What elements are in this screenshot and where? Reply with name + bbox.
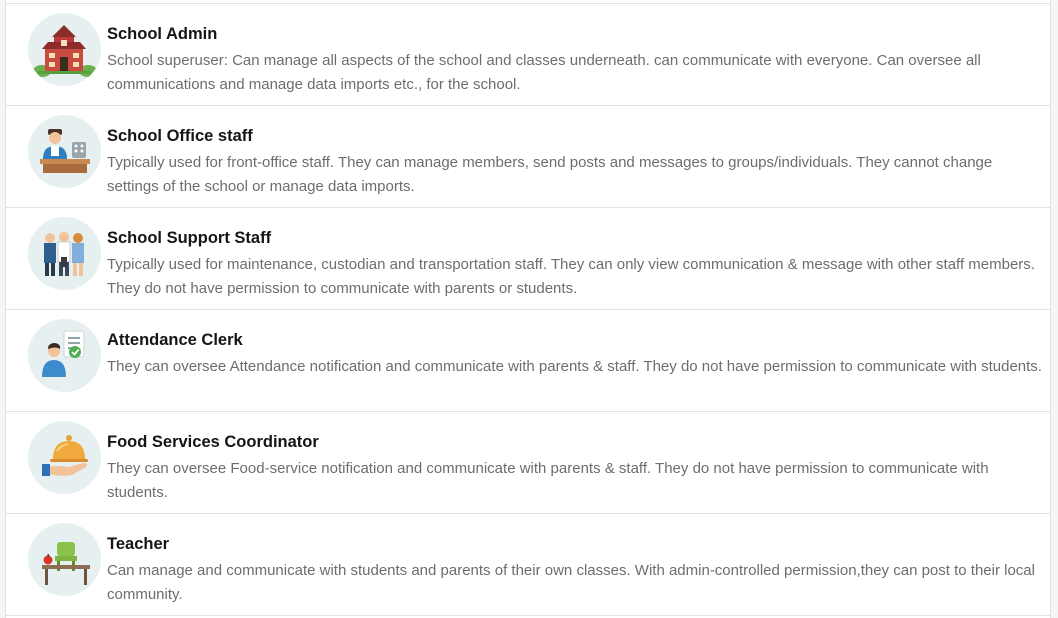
role-title: School Office staff	[107, 127, 253, 145]
role-description: Can manage and communicate with students and parents of their own classes. With admin-controlled permission,they can post to their local community.	[107, 562, 1035, 603]
support-staff-icon	[28, 217, 101, 290]
food-cloche-icon	[28, 421, 101, 494]
role-title: School Admin	[107, 25, 218, 43]
role-description: Typically used for front-office staff. They can manage members, send posts and messages to groups/individuals. They cannot change settings of the school or manage data imports.	[107, 154, 993, 195]
role-item-school-support-staff[interactable]	[6, 207, 1050, 309]
school-building-icon	[28, 13, 101, 86]
role-title: Food Services Coordinator	[107, 433, 319, 451]
role-title: School Support Staff	[107, 229, 272, 247]
office-worker-icon	[28, 115, 101, 188]
roles-list	[5, 0, 1051, 618]
role-description: School superuser: Can manage all aspects of the school and classes underneath. can communicate with everyone. Can oversee all communications and manage data imports etc., for the school.	[107, 52, 981, 93]
role-title: Teacher	[107, 535, 170, 553]
role-item-teacher[interactable]	[6, 513, 1050, 615]
role-description: They can oversee Food-service notification and communicate with parents & staff. They do not have permission to communicate with students.	[107, 460, 989, 501]
role-item-food-services-coordinator[interactable]	[6, 411, 1050, 513]
role-item-school-office-staff[interactable]	[6, 105, 1050, 207]
role-description: They can oversee Attendance notification and communicate with parents & staff. They do not have permission to communicate with students.	[107, 358, 1042, 375]
role-description: Typically used for maintenance, custodian and transportation staff. They can only view communication & message with other staff members. They do not have permission to communicate with parents or students.	[107, 256, 1035, 297]
role-title: Attendance Clerk	[107, 331, 243, 349]
attendance-clerk-icon	[28, 319, 101, 392]
divider	[6, 615, 1050, 616]
role-item-attendance-clerk[interactable]	[6, 309, 1050, 411]
role-item-school-admin[interactable]	[6, 3, 1050, 105]
teacher-desk-icon	[28, 523, 101, 596]
